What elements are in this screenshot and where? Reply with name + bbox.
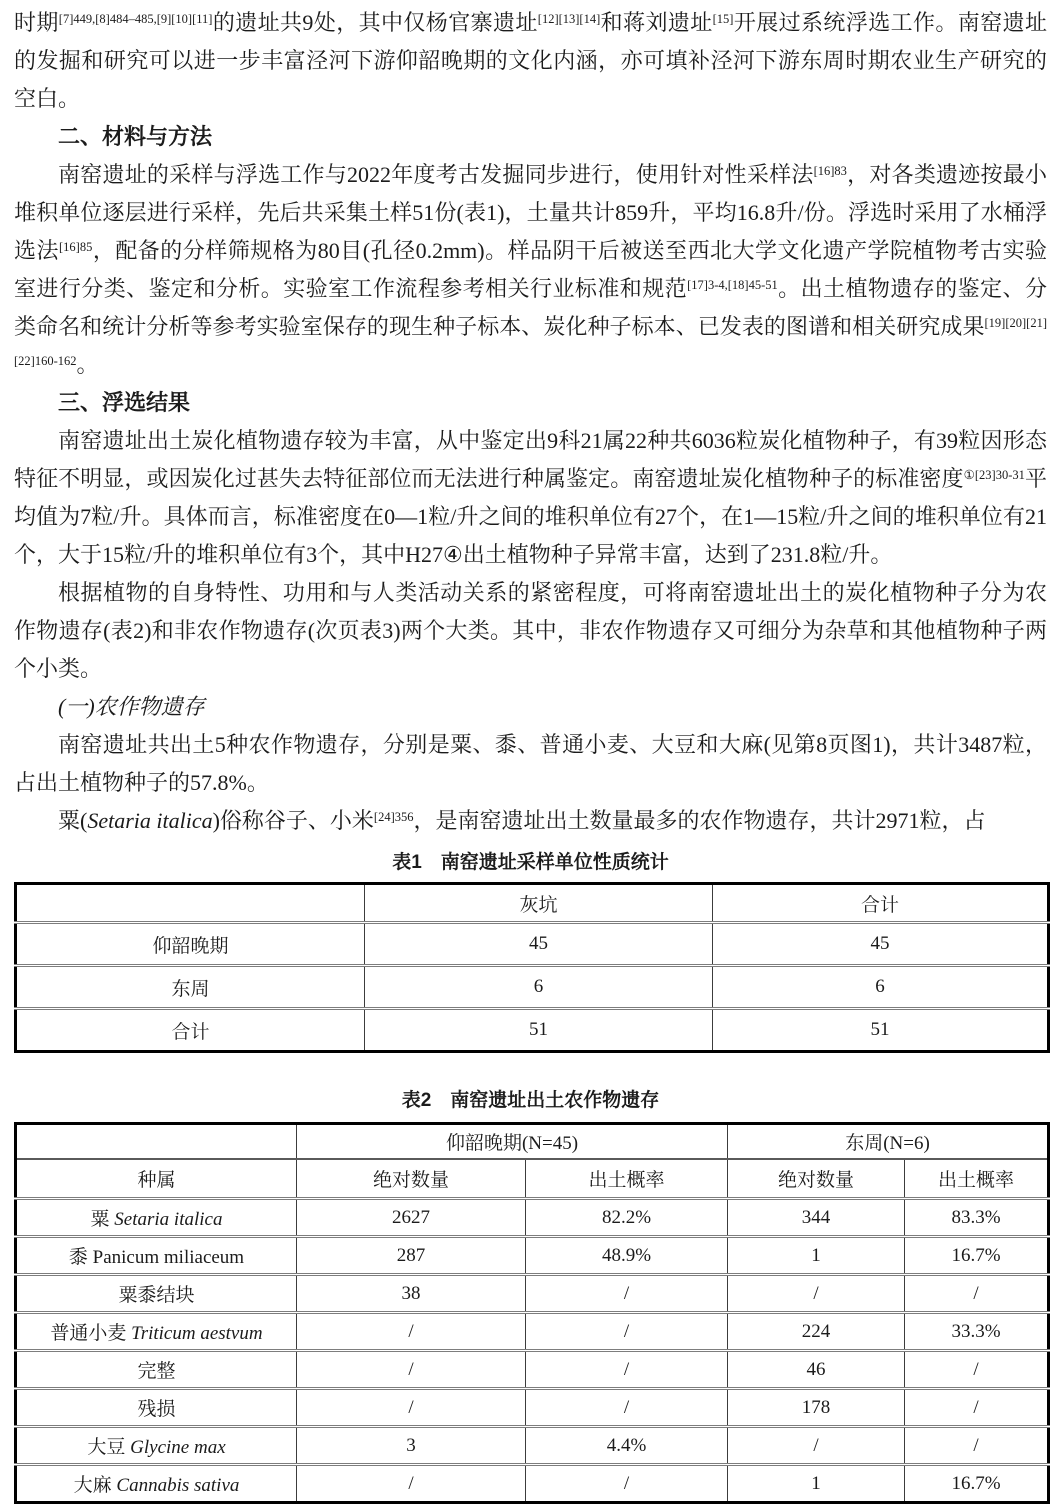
cell: 287 — [297, 1237, 526, 1275]
group-header — [16, 1124, 297, 1160]
row-label: 粟黍结块 — [16, 1275, 297, 1313]
table1-header — [16, 884, 1049, 923]
row-label: 残损 — [16, 1389, 297, 1427]
cell: / — [526, 1275, 728, 1313]
species-name: Panicum miliaceum — [92, 1247, 245, 1268]
citation-superscript: ①[23]30-31 — [963, 468, 1025, 482]
species-name: Setaria italica — [87, 808, 213, 833]
cell: 1 — [728, 1237, 905, 1275]
citation-superscript: [16]85 — [59, 240, 93, 254]
paragraph: 南窑遗址出土炭化植物遗存较为丰富，从中鉴定出9科21属22种共6036粒炭化植物种子，有39粒因形态特征不明显，或因炭化过甚失去特征部位而无法进行种属鉴定。南窑遗址炭化植物种子的标准密度$^{①[23]30-31}$平均值为7粒/升。具体而言，标准密度在0—1粒/升之间的堆积单位有27个，在1—15粒/升之间的堆积单位有21个，大于15粒/升的堆积单位有3个，其中H27④出土植物种子异常丰富，达到了231.8粒/升。 — [14, 428, 1047, 567]
table1-title: 表1 南窑遗址采样单位性质统计 — [392, 852, 669, 873]
cell: / — [728, 1275, 905, 1313]
cell: 51 — [713, 1009, 1049, 1052]
table-row — [16, 1465, 1049, 1503]
table-row — [16, 1009, 1049, 1052]
citation-superscript: [16]83 — [813, 164, 847, 178]
table-row — [16, 1313, 1049, 1351]
group-header: 东周(N=6) — [728, 1124, 1049, 1160]
table2-group-header-row — [16, 1124, 1049, 1160]
paragraph: 南窑遗址的采样与浮选工作与2022年度考古发掘同步进行，使用针对性采样法$^{[16]83}$，对各类遗迹按最小堆积单位逐层进行采样，先后共采集土样51份(表1)，土量共计859升，平均16.8升/份。浮选时采用了水桶浮选法$^{[16]85}$，配备的分样筛规格为80目(孔径0.2mm)。样品阴干后被送至西北大学文化遗产学院植物考古实验室进行分类、鉴定和分析。实验室工作流程参考相关行业标准和规范$^{[17]3-4,[18]45-51}$。出土植物遗存的鉴定、分类命名和统计分析等参考实验室保存的现生种子标本、炭化种子标本、已发表的图谱和相关研究成果$^{[19][20][21][22]160-162}$。 — [14, 162, 1047, 377]
species-name: Triticum aestvum — [131, 1323, 263, 1344]
cell: 45 — [365, 923, 713, 966]
cell: 合计 — [16, 1009, 365, 1052]
table1-body — [16, 923, 1049, 1052]
group-header: 仰韶晚期(N=45) — [297, 1124, 728, 1160]
cell: / — [526, 1313, 728, 1351]
paragraph: 粟(Setaria italica)俗称谷子、小米$^{[24]356}$，是南窑遗址出土数量最多的农作物遗存，共计2971粒，占 — [58, 808, 986, 833]
cell: / — [297, 1313, 526, 1351]
table-row — [16, 1275, 1049, 1313]
row-label: 完整 — [16, 1351, 297, 1389]
row-label: 黍 Panicum miliaceum — [16, 1237, 297, 1275]
cell: 46 — [728, 1351, 905, 1389]
paragraph: 根据植物的自身特性、功用和与人类活动关系的紧密程度，可将南窑遗址出土的炭化植物种子分为农作物遗存(表2)和非农作物遗存(次页表3)两个大类。其中，非农作物遗存又可细分为杂草和其他植物种子两个小类。 — [14, 580, 1047, 681]
column-header: 绝对数量 — [728, 1159, 905, 1199]
cell: / — [526, 1351, 728, 1389]
cell: 4.4% — [526, 1427, 728, 1465]
cell: 3 — [297, 1427, 526, 1465]
cell: / — [905, 1351, 1049, 1389]
table2-header — [16, 1124, 1049, 1199]
section-heading: 二、材料与方法 — [58, 124, 213, 149]
row-label: 普通小麦 Triticum aestvum — [16, 1313, 297, 1351]
table1-header-row — [16, 884, 1049, 923]
column-header: 绝对数量 — [297, 1159, 526, 1199]
cell: 33.3% — [905, 1313, 1049, 1351]
cell: 38 — [297, 1275, 526, 1313]
cell: 16.7% — [905, 1465, 1049, 1503]
column-header: 灰坑 — [365, 884, 713, 923]
cell: / — [526, 1389, 728, 1427]
cell: 2627 — [297, 1199, 526, 1237]
table2-column-header-row — [16, 1159, 1049, 1199]
species-name: Setaria italica — [114, 1209, 223, 1230]
table1 — [14, 882, 1050, 1053]
cell: 344 — [728, 1199, 905, 1237]
cell: 6 — [365, 966, 713, 1009]
cell: 6 — [713, 966, 1049, 1009]
table2 — [14, 1122, 1050, 1504]
table-row — [16, 966, 1049, 1009]
cell: / — [526, 1465, 728, 1503]
table2-body — [16, 1199, 1049, 1503]
cell: / — [905, 1389, 1049, 1427]
cell: 仰韶晚期 — [16, 923, 365, 966]
column-header: 合计 — [713, 884, 1049, 923]
cell: 48.9% — [526, 1237, 728, 1275]
row-label: 粟 Setaria italica — [16, 1199, 297, 1237]
cell: 83.3% — [905, 1199, 1049, 1237]
cell: / — [297, 1351, 526, 1389]
column-header — [16, 884, 365, 923]
article-body — [14, 4, 1047, 840]
table-row — [16, 923, 1049, 966]
citation-superscript: [7]449,[8]484–485,[9][10][11] — [58, 12, 213, 26]
row-label: 大豆 Glycine max — [16, 1427, 297, 1465]
column-header: 出土概率 — [905, 1159, 1049, 1199]
species-name: Cannabis sativa — [116, 1475, 240, 1496]
citation-superscript: [24]356 — [373, 810, 414, 824]
table2-title: 表2 南窑遗址出土农作物遗存 — [401, 1090, 660, 1111]
table-row — [16, 1199, 1049, 1237]
cell: / — [297, 1465, 526, 1503]
species-name: Glycine max — [130, 1437, 226, 1458]
citation-superscript: [12][13][14] — [537, 12, 601, 26]
cell: 45 — [713, 923, 1049, 966]
citation-superscript: [15] — [712, 12, 734, 26]
cell: / — [905, 1427, 1049, 1465]
section-heading: 三、浮选结果 — [58, 390, 191, 415]
cell: 51 — [365, 1009, 713, 1052]
column-header: 出土概率 — [526, 1159, 728, 1199]
cell: 东周 — [16, 966, 365, 1009]
cell: / — [905, 1275, 1049, 1313]
table-row — [16, 1427, 1049, 1465]
table-row — [16, 1389, 1049, 1427]
cell: / — [297, 1389, 526, 1427]
paragraph: 南窑遗址共出土5种农作物遗存，分别是粟、黍、普通小麦、大豆和大麻(见第8页图1)，共计3487粒，占出土植物种子的57.8%。 — [14, 732, 1047, 795]
cell: 224 — [728, 1313, 905, 1351]
table-row — [16, 1237, 1049, 1275]
cell: 1 — [728, 1465, 905, 1503]
subsection-heading: (一)农作物遗存 — [58, 694, 205, 719]
cell: 82.2% — [526, 1199, 728, 1237]
citation-superscript: [19][20][21][22]160-162 — [14, 316, 1047, 368]
cell: / — [728, 1427, 905, 1465]
column-header: 种属 — [16, 1159, 297, 1199]
citation-superscript: [17]3-4,[18]45-51 — [687, 278, 778, 292]
paragraph: 时期[7]449,[8]484–485,[9][10][11]的遗址共9处，其中仅杨官寨遗址[12][13][14]和蒋刘遗址[15]开展过系统浮选工作。南窑遗址的发掘和研究可以进一步丰富泾河下游仰韶晚期的文化内涵，亦可填补泾河下游东周时期农业生产研究的空白。 — [14, 10, 1047, 111]
cell: 178 — [728, 1389, 905, 1427]
cell: 16.7% — [905, 1237, 1049, 1275]
table-row — [16, 1351, 1049, 1389]
row-label: 大麻 Cannabis sativa — [16, 1465, 297, 1503]
